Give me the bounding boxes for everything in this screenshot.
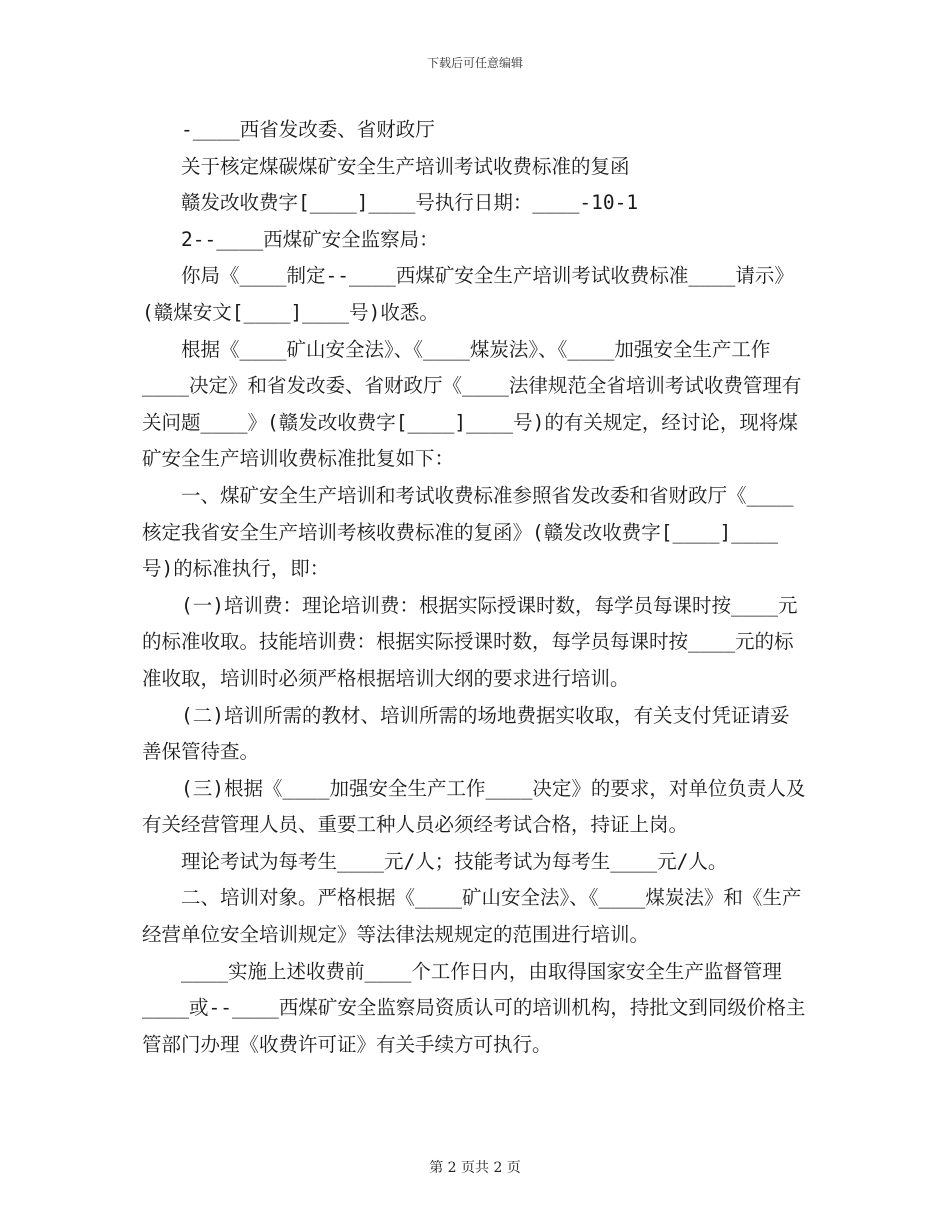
page-number: 第 2 页共 2 页 <box>429 1160 521 1176</box>
addressee-line: 2--____西煤矿安全监察局： <box>181 227 439 251</box>
body-paragraph: (一)培训费：理论培训费：根据实际授课时数，每学员每课时按____元的标准收取。技能培训费：根据实际授课时数，每学员每课时按____元的标准收取，培训时必须严格根据培训大纲的要求进行培训。 <box>142 593 798 690</box>
document-body <box>142 112 808 1063</box>
body-paragraph: (三)根据《____加强安全生产工作____决定》的要求，对单位负责人及有关经营管理人员、重要工种人员必须经考试合格，持证上岗。 <box>142 776 806 837</box>
body-paragraph: 二、培训对象。严格根据《____矿山安全法》、《____煤炭法》和《生产经营单位安全培训规定》等法律法规规定的范围进行培训。 <box>142 886 802 947</box>
page-header: 下载后可任意编辑 <box>426 56 523 70</box>
body-paragraph: (二)培训所需的教材、培训所需的场地费据实收取，有关支付凭证请妥善保管待查。 <box>142 703 790 764</box>
body-paragraph: 理论考试为每考生____元/人；技能考试为每考生____元/人。 <box>181 849 728 873</box>
body-paragraph: 一、煤矿安全生产培训和考试收费标准参照省发改委和省财政厅《____核定我省安全生产培训考核收费标准的复函》(赣发改收费字[____]____号)的标准执行，即： <box>142 483 794 581</box>
document-title: 关于核定煤碳煤矿安全生产培训考试收费标准的复函 <box>181 154 630 178</box>
document-number-line: 赣发改收费字[____]____号执行日期：____-10-1 <box>181 191 639 215</box>
body-paragraph: ____实施上述收费前____个工作日内，由取得国家安全生产监督管理____或--____西煤矿安全监察局资质认可的培训机构，持批文到同级价格主管部门办理《收费许可证》有关手续方可执行。 <box>142 959 806 1056</box>
body-paragraph: 根据《____矿山安全法》、《____煤炭法》、《____加强安全生产工作____决定》和省发改委、省财政厅《____法律规范全省培训考试收费管理有关问题____》(赣发改收费字[____]____号)的有关规定，经讨论，现将煤矿安全生产培训收费标准批复如下： <box>142 337 802 471</box>
issuer-line: -____西省发改委、省财政厅 <box>181 118 435 141</box>
body-paragraph: 你局《____制定--____西煤矿安全生产培训考试收费标准____请示》(赣煤安文[____]____号)收悉。 <box>142 264 794 324</box>
